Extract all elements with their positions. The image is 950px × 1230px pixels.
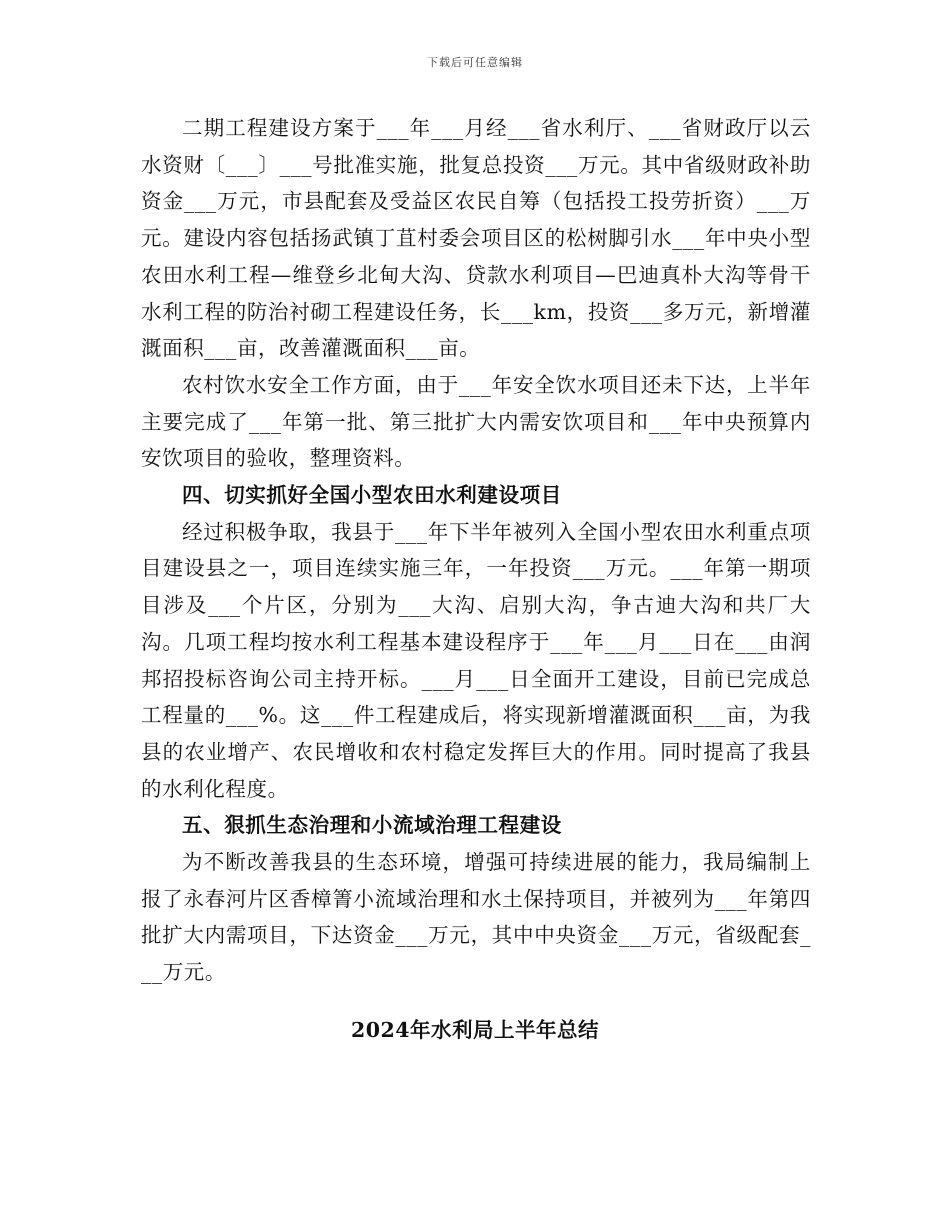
section-heading-small-farmland-water: 四、切实抓好全国小型农田水利建设项目 <box>182 483 562 508</box>
paragraph-ecological-governance: 为不断改善我县的生态环境，增强可持续进展的能力，我局编制上报了永春河片区香樟箐小流域治理和水土保持项目，并被列为___年第四批扩大内需项目，下达资金___万元，其中中央资金___万元，省级配套___万元。 <box>141 850 811 985</box>
section-heading-ecological-governance: 五、狠抓生态治理和小流域治理工程建设 <box>182 813 562 838</box>
paragraph-rural-drinking-water: 农村饮水安全工作方面，由于___年安全饮水项目还未下达，上半年主要完成了___年第一批、第三批扩大内需安饮项目和___年中央预算内安饮项目的验收，整理资料。 <box>141 372 811 471</box>
paragraph-small-farmland-project: 经过积极争取，我县于___年下半年被列入全国小型农田水利重点项目建设县之一，项目连续实施三年，一年投资___万元。___年第一期项目涉及___个片区，分别为___大沟、启别大沟，争古迪大沟和共厂大沟。几项工程均按水利工程基本建设程序于___年___月___日在___由润邦招投标咨询公司主持开标。___月___日全面开工建设，目前已完成总工程量的___%。这___件工程建成后，将实现新增灌溉面积___亩，为我县的农业增产、农民增收和农村稳定发挥巨大的作用。同时提高了我县的水利化程度。 <box>141 519 811 801</box>
document-body <box>141 110 811 991</box>
document-title: 2024年水利局上半年总结 <box>350 1018 600 1042</box>
paragraph-phase-two-construction: 二期工程建设方案于___年___月经___省水利厅、___省财政厅以云水资财〔___〕___号批准实施，批复总投资___万元。其中省级财政补助资金___万元，市县配套及受益区农民自筹（包括投工投劳折资）___万元。建设内容包括扬武镇丁苴村委会项目区的松树脚引水___年中央小型农田水利工程—维登乡北甸大沟、贷款水利项目—巴迪真朴大沟等骨干水利工程的防治衬砌工程建设任务，长___km，投资___多万元，新增灌溉面积___亩，改善灌溉面积___亩。 <box>141 116 811 361</box>
page-header: 下载后可任意编辑 <box>427 56 523 69</box>
